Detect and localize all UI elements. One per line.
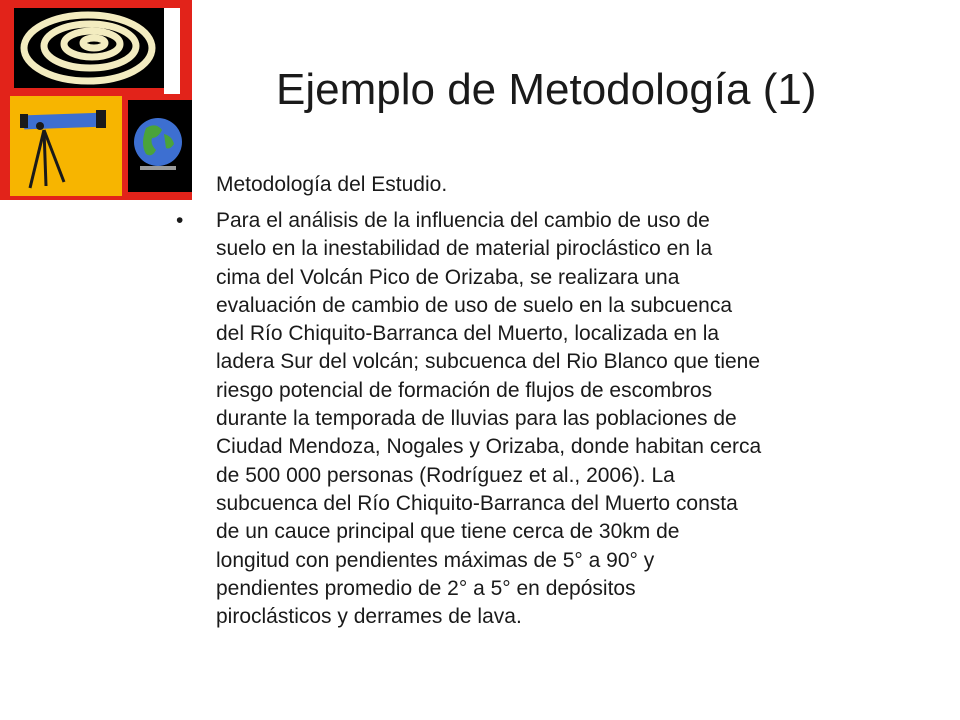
bullet-marker: • (176, 209, 184, 232)
bullet-line: longitud con pendientes máximas de 5° a 90° y (216, 548, 655, 572)
bullet-line: piroclásticos y derrames de lava. (216, 605, 522, 629)
bullet-line: suelo en la inestabilidad de material piroclástico en la (216, 237, 713, 261)
bullet-line: pendientes promedio de 2° a 5° en depósitos (216, 576, 636, 600)
bullet-line: cima del Volcán Pico de Orizaba, se realizara una (216, 265, 680, 289)
bullet-line: Para el análisis de la influencia del cambio de uso de (216, 209, 710, 232)
astronomy-clipart-icon (0, 0, 192, 200)
bullet-line: Ciudad Mendoza, Nogales y Orizaba, donde habitan cerca (216, 435, 762, 459)
bullet-line: subcuenca del Río Chiquito-Barranca del Muerto consta (216, 491, 738, 515)
bullet-line: del Río Chiquito-Barranca del Muerto, localizada en la (216, 322, 720, 346)
bullet-line: durante la temporada de lluvias para las poblaciones de (216, 407, 737, 431)
slide-subtitle: Metodología del Estudio. (216, 173, 448, 196)
bullet-line: de 500 000 personas (Rodríguez et al., 2006). La (216, 463, 675, 487)
bullet-line: ladera Sur del volcán; subcuenca del Rio Blanco que tiene (216, 350, 761, 374)
bullet-paragraph (216, 207, 906, 631)
bullet-line: evaluación de cambio de uso de suelo en la subcuenca (216, 293, 733, 317)
slide-title: Ejemplo de Metodología (1) (276, 65, 817, 114)
bullet-line: riesgo potencial de formación de flujos de escombros (216, 378, 713, 402)
bullet-line: de un cauce principal que tiene cerca de 30km de (216, 520, 680, 544)
